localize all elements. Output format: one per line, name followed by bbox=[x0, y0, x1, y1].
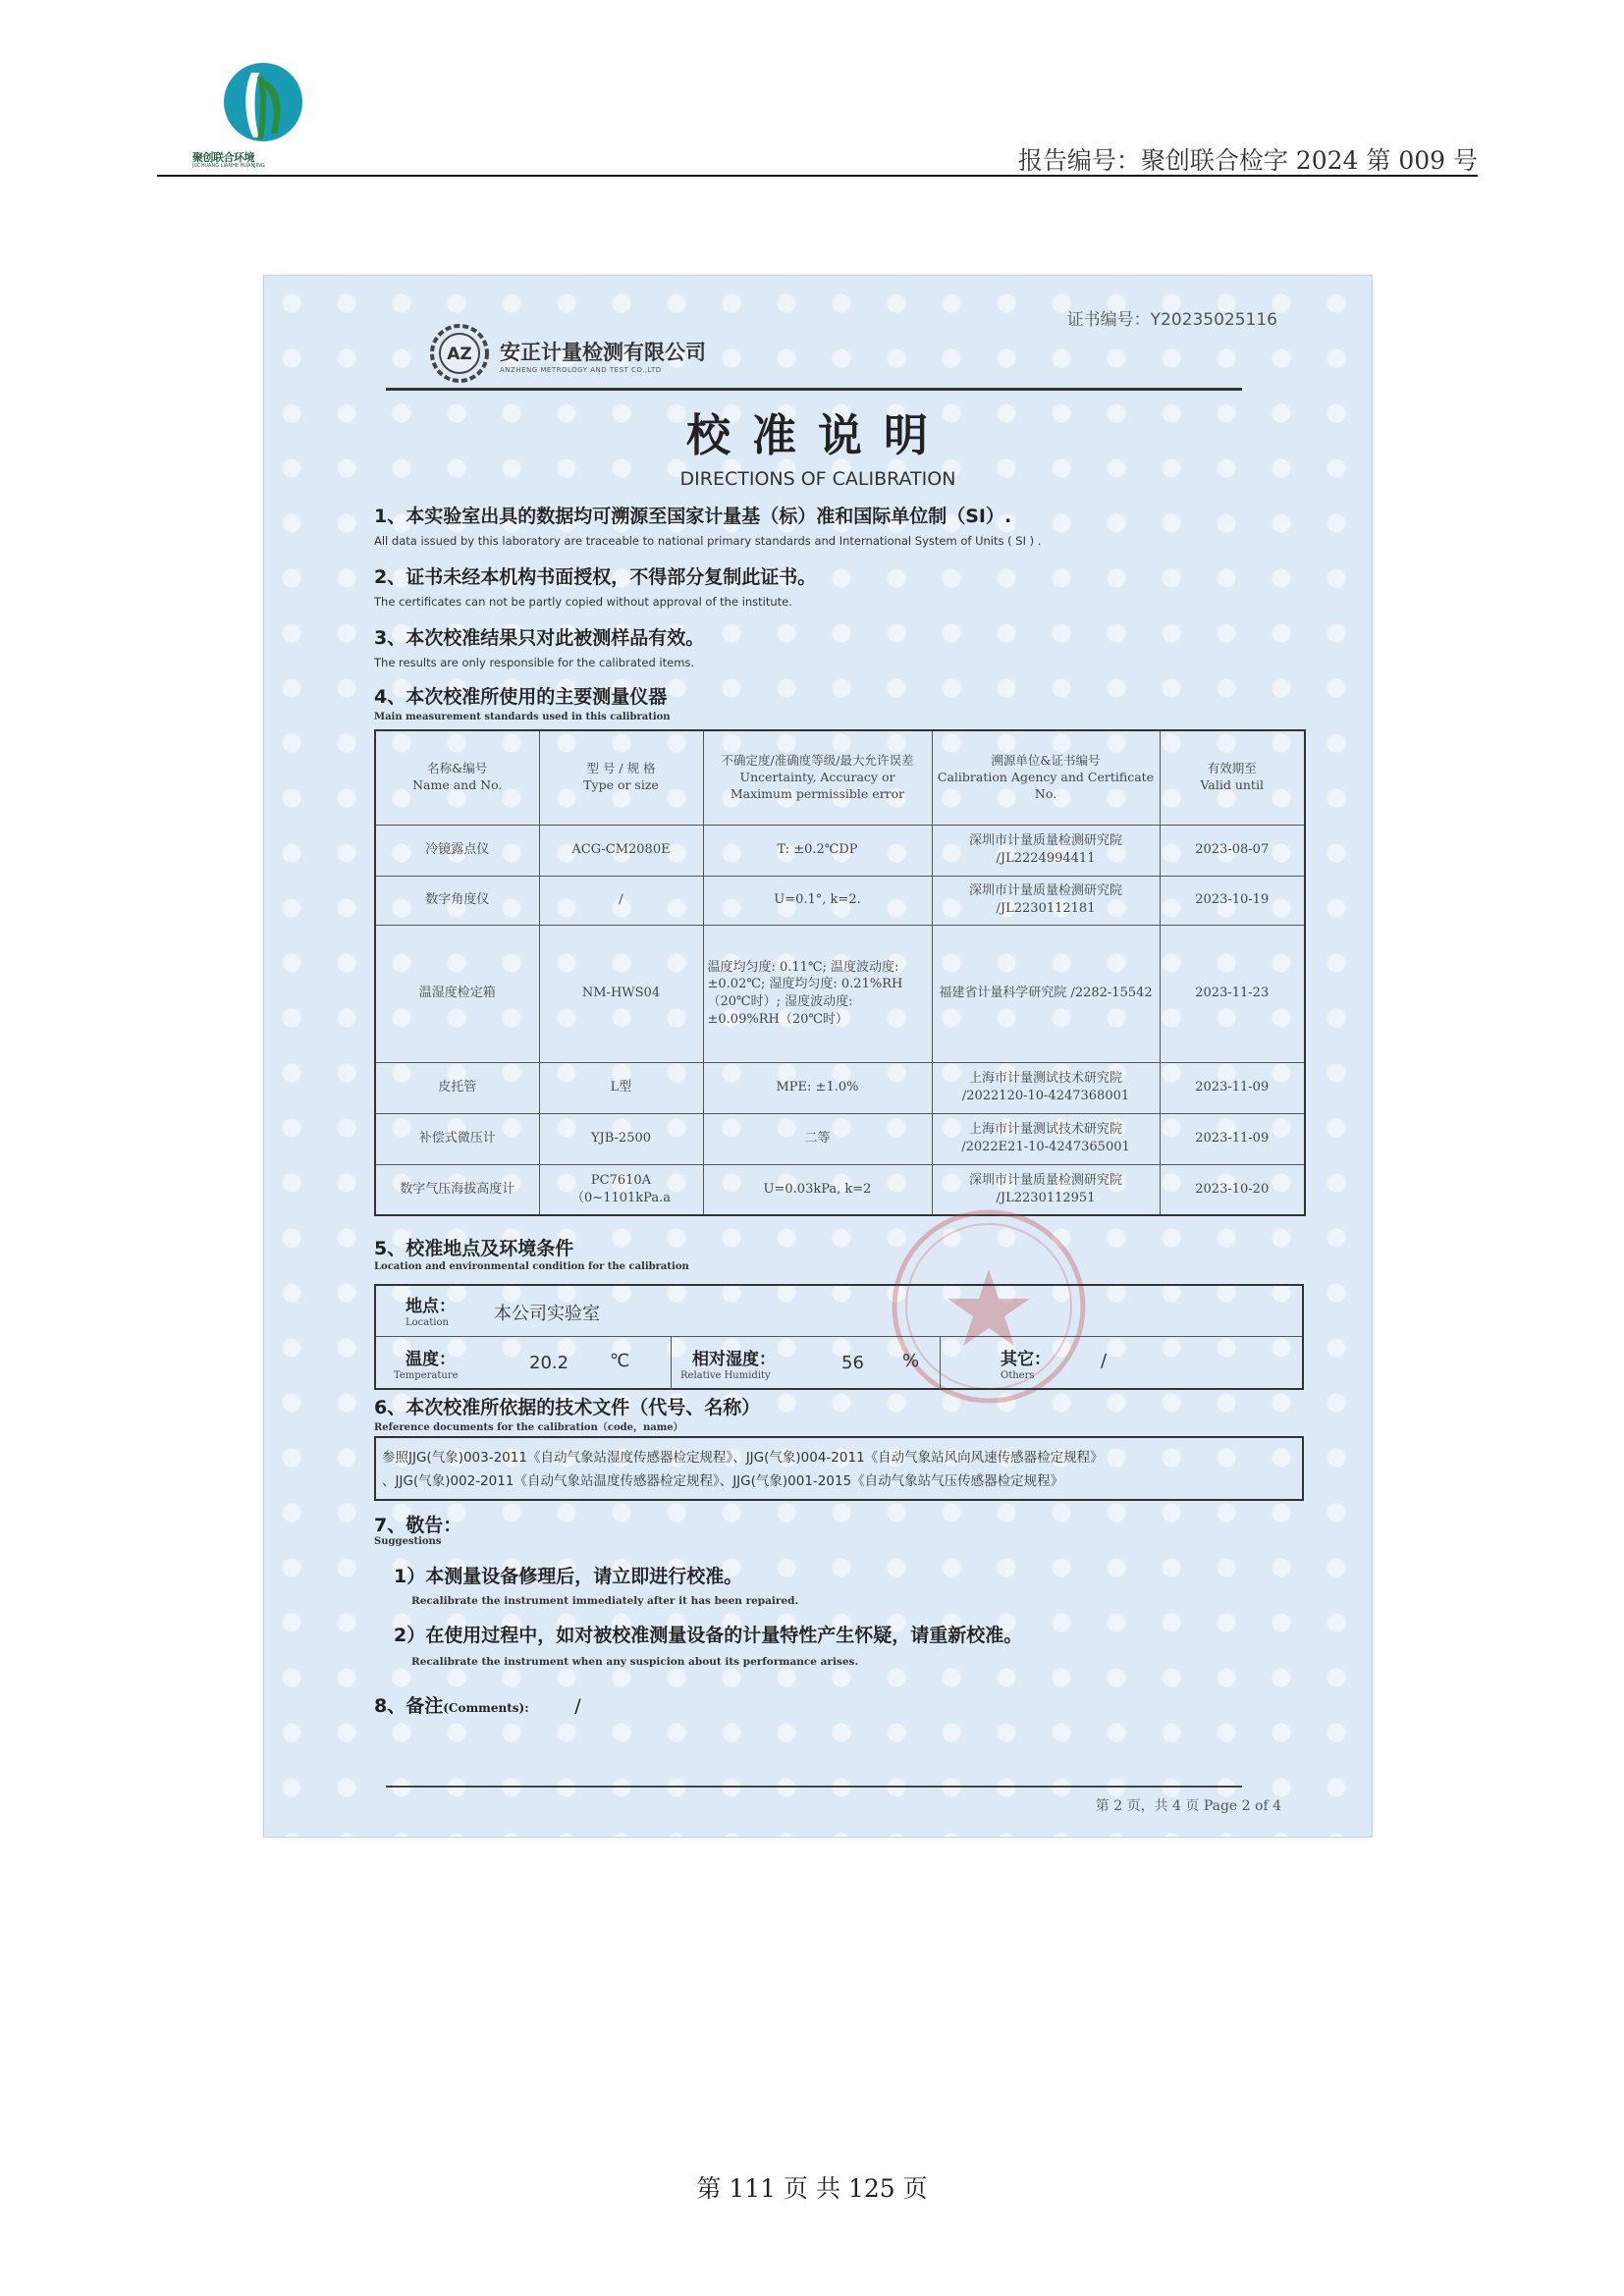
table-cell: 补偿式微压计 bbox=[375, 1113, 539, 1164]
ref-title-en: Reference documents for the calibration（code，name） bbox=[374, 1422, 683, 1433]
table-header-row bbox=[375, 730, 1305, 825]
table-row bbox=[375, 825, 1305, 876]
az-emblem-icon bbox=[429, 323, 490, 384]
page-header bbox=[157, 59, 1478, 179]
temperature-label-en: Temperature bbox=[394, 1370, 459, 1381]
table-row bbox=[375, 1062, 1305, 1113]
certificate-bottom-rule bbox=[386, 1786, 1242, 1788]
table-cell: 冷镜露点仪 bbox=[375, 825, 539, 876]
certificate-page-info: 第 2 页，共 4 页 Page 2 of 4 bbox=[1095, 1798, 1281, 1814]
calibration-certificate bbox=[263, 275, 1373, 1838]
certificate-number: 证书编号：Y20235025116 bbox=[1066, 310, 1277, 330]
table-cell: 深圳市计量质量检测研究院 /JL2230112951 bbox=[932, 1164, 1160, 1215]
page-footer: 第 111 页 共 125 页 bbox=[696, 2174, 928, 2203]
comments-row bbox=[374, 1691, 581, 1718]
logo-text: 聚创联合环境 bbox=[192, 151, 254, 164]
issuer-company-en: ANZHENG METROLOGY AND TEST CO.,LTD bbox=[500, 366, 662, 374]
logo-subtext: JUCHUANG LIANHE HUANJING bbox=[192, 163, 265, 169]
suggestion-1: 1）本测量设备修理后，请立即进行校准。 bbox=[394, 1566, 743, 1587]
clause-4: 4、本次校准所使用的主要测量仪器 bbox=[374, 686, 668, 708]
others-value: / bbox=[1101, 1351, 1108, 1371]
table-header-cell: 溯源单位&证书编号 Calibration Agency and Certificate No. bbox=[932, 730, 1160, 825]
comments-label: 8、备注 bbox=[374, 1695, 444, 1717]
comments-label-en: (Comments): bbox=[443, 1701, 529, 1715]
humidity-label: 相对湿度： bbox=[692, 1350, 776, 1369]
emblem-text: AZ bbox=[447, 345, 472, 364]
clause-1-en: All data issued by this laboratory are traceable to national primary standards and International System of Units ( SI ) . bbox=[374, 534, 1042, 548]
env-divider bbox=[940, 1337, 941, 1390]
measurement-standards-table bbox=[374, 729, 1306, 1216]
table-row bbox=[375, 876, 1305, 925]
table-cell: U=0.1°, k=2. bbox=[703, 876, 932, 925]
table-cell: 温度均匀度: 0.11℃; 温度波动度: ±0.02℃; 湿度均匀度: 0.21%RH（20℃时）; 湿度波动度: ±0.09%RH（20℃时） bbox=[703, 925, 932, 1062]
temperature-value: 20.2 bbox=[529, 1353, 569, 1373]
suggestion-2: 2）在使用过程中，如对被校准测量设备的计量特性产生怀疑，请重新校准。 bbox=[394, 1625, 1023, 1646]
location-label: 地点： bbox=[406, 1297, 456, 1316]
suggestion-2-en: Recalibrate the instrument when any suspicion about its performance arises. bbox=[411, 1656, 859, 1668]
table-cell: 2023-10-19 bbox=[1160, 876, 1305, 925]
issuer-company: 安正计量检测有限公司 bbox=[500, 341, 706, 364]
table-cell: ACG-CM2080E bbox=[539, 825, 703, 876]
location-value: 本公司实验室 bbox=[494, 1304, 600, 1324]
table-cell: T: ±0.2℃DP bbox=[703, 825, 932, 876]
table-cell: 深圳市计量质量检测研究院 /JL2224994411 bbox=[932, 825, 1160, 876]
table-header-cell: 有效期至 Valid until bbox=[1160, 730, 1305, 825]
clause-3-en: The results are only responsible for the calibrated items. bbox=[374, 656, 695, 669]
table-header-cell: 名称&编号 Name and No. bbox=[375, 730, 539, 825]
table-cell: NM-HWS04 bbox=[539, 925, 703, 1062]
table-row bbox=[375, 925, 1305, 1062]
suggestions-title-en: Suggestions bbox=[374, 1536, 442, 1547]
suggestions-title: 7、敬告： bbox=[374, 1515, 462, 1536]
clause-3: 3、本次校准结果只对此被测样品有效。 bbox=[374, 627, 705, 649]
temperature-label: 温度： bbox=[406, 1350, 456, 1369]
table-cell: 2023-11-09 bbox=[1160, 1113, 1305, 1164]
clause-1: 1、本实验室出具的数据均可溯源至国家计量基（标）准和国际单位制（SI）. bbox=[374, 506, 1012, 527]
env-title-en: Location and environmental condition for the calibration bbox=[374, 1261, 689, 1272]
table-cell: 2023-11-09 bbox=[1160, 1062, 1305, 1113]
table-row bbox=[375, 1113, 1305, 1164]
table-cell: 上海市计量测试技术研究院 /2022E21-10-4247365001 bbox=[932, 1113, 1160, 1164]
certificate-title-en: DIRECTIONS OF CALIBRATION bbox=[679, 468, 956, 490]
report-number: 报告编号：聚创联合检字 2024 第 009 号 bbox=[1017, 146, 1478, 175]
environment-box bbox=[374, 1284, 1304, 1390]
table-cell: 上海市计量测试技术研究院 /2022120-10-4247368001 bbox=[932, 1062, 1160, 1113]
clause-4-en: Main measurement standards used in this calibration bbox=[374, 712, 671, 722]
table-cell: 数字角度仪 bbox=[375, 876, 539, 925]
reference-line: 、JJG(气象)002-2011《自动气象站温度传感器检定规程》、JJG(气象)001-2015《自动气象站气压传感器检定规程》 bbox=[382, 1473, 1064, 1489]
reference-line: 参照JJG(气象)003-2011《自动气象站湿度传感器检定规程》、JJG(气象)004-2011《自动气象站风向风速传感器检定规程》 bbox=[382, 1450, 1104, 1466]
table-cell: YJB-2500 bbox=[539, 1113, 703, 1164]
table-cell: MPE: ±1.0% bbox=[703, 1062, 932, 1113]
others-label: 其它： bbox=[1001, 1350, 1051, 1369]
table-cell: 数字气压海拔高度计 bbox=[375, 1164, 539, 1215]
table-cell: 深圳市计量质量检测研究院 /JL2230112181 bbox=[932, 876, 1160, 925]
clause-2: 2、证书未经本机构书面授权，不得部分复制此证书。 bbox=[374, 566, 817, 588]
location-label-en: Location bbox=[406, 1317, 449, 1328]
table-cell: 2023-10-20 bbox=[1160, 1164, 1305, 1215]
suggestion-1-en: Recalibrate the instrument immediately after it has been repaired. bbox=[411, 1595, 799, 1607]
env-title: 5、校准地点及环境条件 bbox=[374, 1238, 574, 1259]
table-row bbox=[375, 1164, 1305, 1215]
table-cell: 2023-11-23 bbox=[1160, 925, 1305, 1062]
certificate-top-rule bbox=[386, 388, 1242, 391]
table-header-cell: 型 号 / 规 格 Type or size bbox=[539, 730, 703, 825]
table-cell: 2023-08-07 bbox=[1160, 825, 1305, 876]
certificate-title: 校准说明 bbox=[685, 409, 949, 461]
humidity-label-en: Relative Humidity bbox=[680, 1370, 771, 1381]
table-cell: 福建省计量科学研究院 /2282-15542 bbox=[932, 925, 1160, 1062]
others-label-en: Others bbox=[1001, 1370, 1035, 1381]
header-rule bbox=[157, 175, 1478, 177]
table-cell: 温湿度检定箱 bbox=[375, 925, 539, 1062]
location-row bbox=[376, 1286, 1302, 1337]
table-cell: L型 bbox=[539, 1062, 703, 1113]
reference-documents-box bbox=[374, 1436, 1304, 1501]
clause-2-en: The certificates can not be partly copied without approval of the institute. bbox=[374, 595, 792, 609]
table-cell: PC7610A（0~1101kPa.a bbox=[539, 1164, 703, 1215]
table-cell: 皮托管 bbox=[375, 1062, 539, 1113]
env-divider bbox=[671, 1337, 672, 1390]
table-cell: 二等 bbox=[703, 1113, 932, 1164]
table-cell: / bbox=[539, 876, 703, 925]
temperature-unit: ℃ bbox=[610, 1351, 630, 1371]
humidity-value: 56 bbox=[841, 1353, 864, 1373]
table-cell: U=0.03kPa, k=2 bbox=[703, 1164, 932, 1215]
table-header-cell: 不确定度/准确度等级/最大允许误差 Uncertainty, Accuracy or Maximum permissible error bbox=[703, 730, 932, 825]
humidity-unit: % bbox=[902, 1351, 920, 1371]
ref-title: 6、本次校准所依据的技术文件（代号、名称） bbox=[374, 1397, 761, 1418]
comments-value: / bbox=[574, 1695, 581, 1717]
